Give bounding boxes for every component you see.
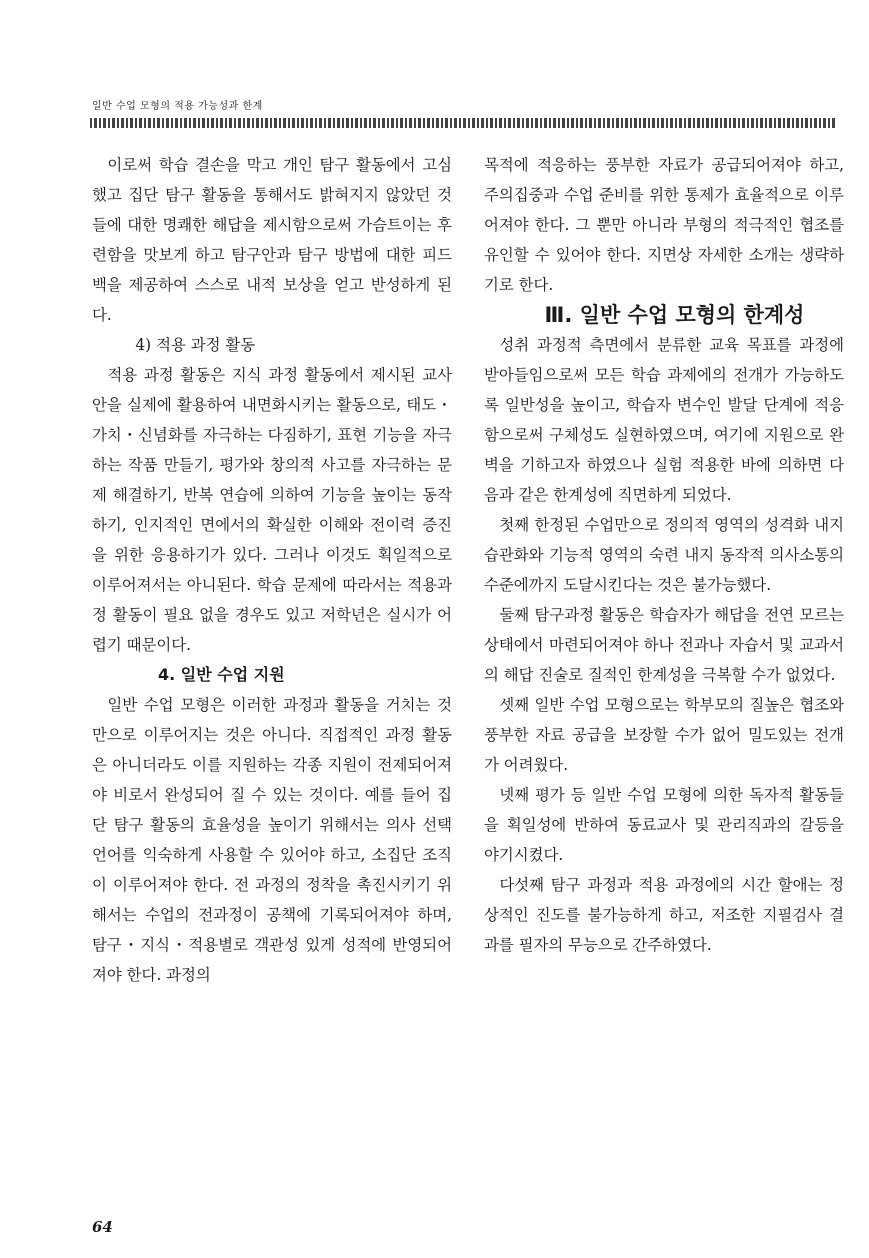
paragraph: 다섯째 탐구 과정과 적용 과정에의 시간 할애는 정상적인 진도를 불가능하게 하고, 저조한 지필검사 결과를 필자의 무능으로 간주하였다. xyxy=(484,876,844,954)
paragraph: 적용 과정 활동은 지식 과정 활동에서 제시된 교사안을 실제에 활용하여 내면화시키는 활동으로, 태도・가치・신념화를 자극하는 다짐하기, 표현 기능을 자극하는 작품 만들기, 평가와 창의적 사고를 자극하는 문제 해결하기, 반복 연습에 의하여 기능을 높이는 동작하기, 인지적인 면에서의 확실한 이해와 전이력 증진을 위한 응용하기가 있다. 그러나 이것도 획일적으로 이루어져서는 아니된다. 학습 문제에 따라서는 적용과정 활동이 필요 없을 경우도 있고 저학년은 실시가 어렵기 때문이다. xyxy=(92,366,452,654)
running-head: 일반 수업 모형의 적용 가능성과 한계 xyxy=(92,101,263,112)
subsection-heading: 4) 적용 과정 활동 xyxy=(135,336,256,354)
paragraph: 성취 과정적 측면에서 분류한 교육 목표를 과정에 받아들임으로써 모든 학습 과제에의 전개가 가능하도록 일반성을 높이고, 학습자 변수인 발달 단계에 적응함으로써 구체성도 실현하였으며, 여기에 지원으로 완벽을 기하고자 하였으나 실험 적용한 바에 의하면 다음과 같은 한계성에 직면하게 되었다. xyxy=(484,336,844,504)
left-column xyxy=(92,150,452,990)
right-column xyxy=(484,150,844,960)
chapter-heading: Ⅲ. 일반 수업 모형의 한계성 xyxy=(544,303,805,327)
section-heading: 4. 일반 수업 지원 xyxy=(158,665,285,684)
paragraph: 일반 수업 모형은 이러한 과정과 활동을 거치는 것만으로 이루어지는 것은 아니다. 직접적인 과정 활동은 아니더라도 이를 지원하는 각종 지원이 전제되어져야 비로서 완성되어 질 수 있는 것이다. 예를 들어 집단 탐구 활동의 효율성을 높이기 위해서는 의사 선택 언어를 익숙하게 사용할 수 있어야 하고, 소집단 조직이 이루어져야 한다. 전 과정의 정착을 촉진시키기 위해서는 수업의 전과정이 공책에 기록되어져야 하며, 탐구・지식・적용별로 객관성 있게 성적에 반영되어져야 한다. 과정의 xyxy=(92,696,452,984)
decorative-rule xyxy=(90,118,835,128)
page-number: 64 xyxy=(92,1218,113,1236)
paragraph: 이로써 학습 결손을 막고 개인 탐구 활동에서 고심했고 집단 탐구 활동을 통해서도 밝혀지지 않았던 것들에 대한 명쾌한 해답을 제시함으로써 가슴트이는 후련함을 맛보게 하고 탐구안과 탐구 방법에 대한 피드백을 제공하여 스스로 내적 보상을 얻고 반성하게 된다. xyxy=(92,156,452,324)
paragraph: 넷째 평가 등 일반 수업 모형에 의한 독자적 활동들을 획일성에 반하여 동료교사 및 관리직과의 갈등을 야기시켰다. xyxy=(484,786,844,864)
paragraph: 목적에 적응하는 풍부한 자료가 공급되어져야 하고, 주의집중과 수업 준비를 위한 통제가 효율적으로 이루어져야 한다. 그 뿐만 아니라 부형의 적극적인 협조를 유인할 수 있어야 한다. 지면상 자세한 소개는 생략하기로 한다. xyxy=(484,156,844,294)
paragraph: 첫째 한정된 수업만으로 정의적 영역의 성격화 내지 습관화와 기능적 영역의 숙련 내지 동작적 의사소통의 수준에까지 도달시킨다는 것은 불가능했다. xyxy=(484,516,844,594)
paragraph: 셋째 일반 수업 모형으로는 학부모의 질높은 협조와 풍부한 자료 공급을 보장할 수가 없어 밀도있는 전개가 어려웠다. xyxy=(484,696,844,774)
paragraph: 둘째 탐구과정 활동은 학습자가 해답을 전연 모르는 상태에서 마련되어져야 하나 전과나 자습서 및 교과서의 해답 진술로 질적인 한계성을 극복할 수가 없었다. xyxy=(484,606,844,684)
